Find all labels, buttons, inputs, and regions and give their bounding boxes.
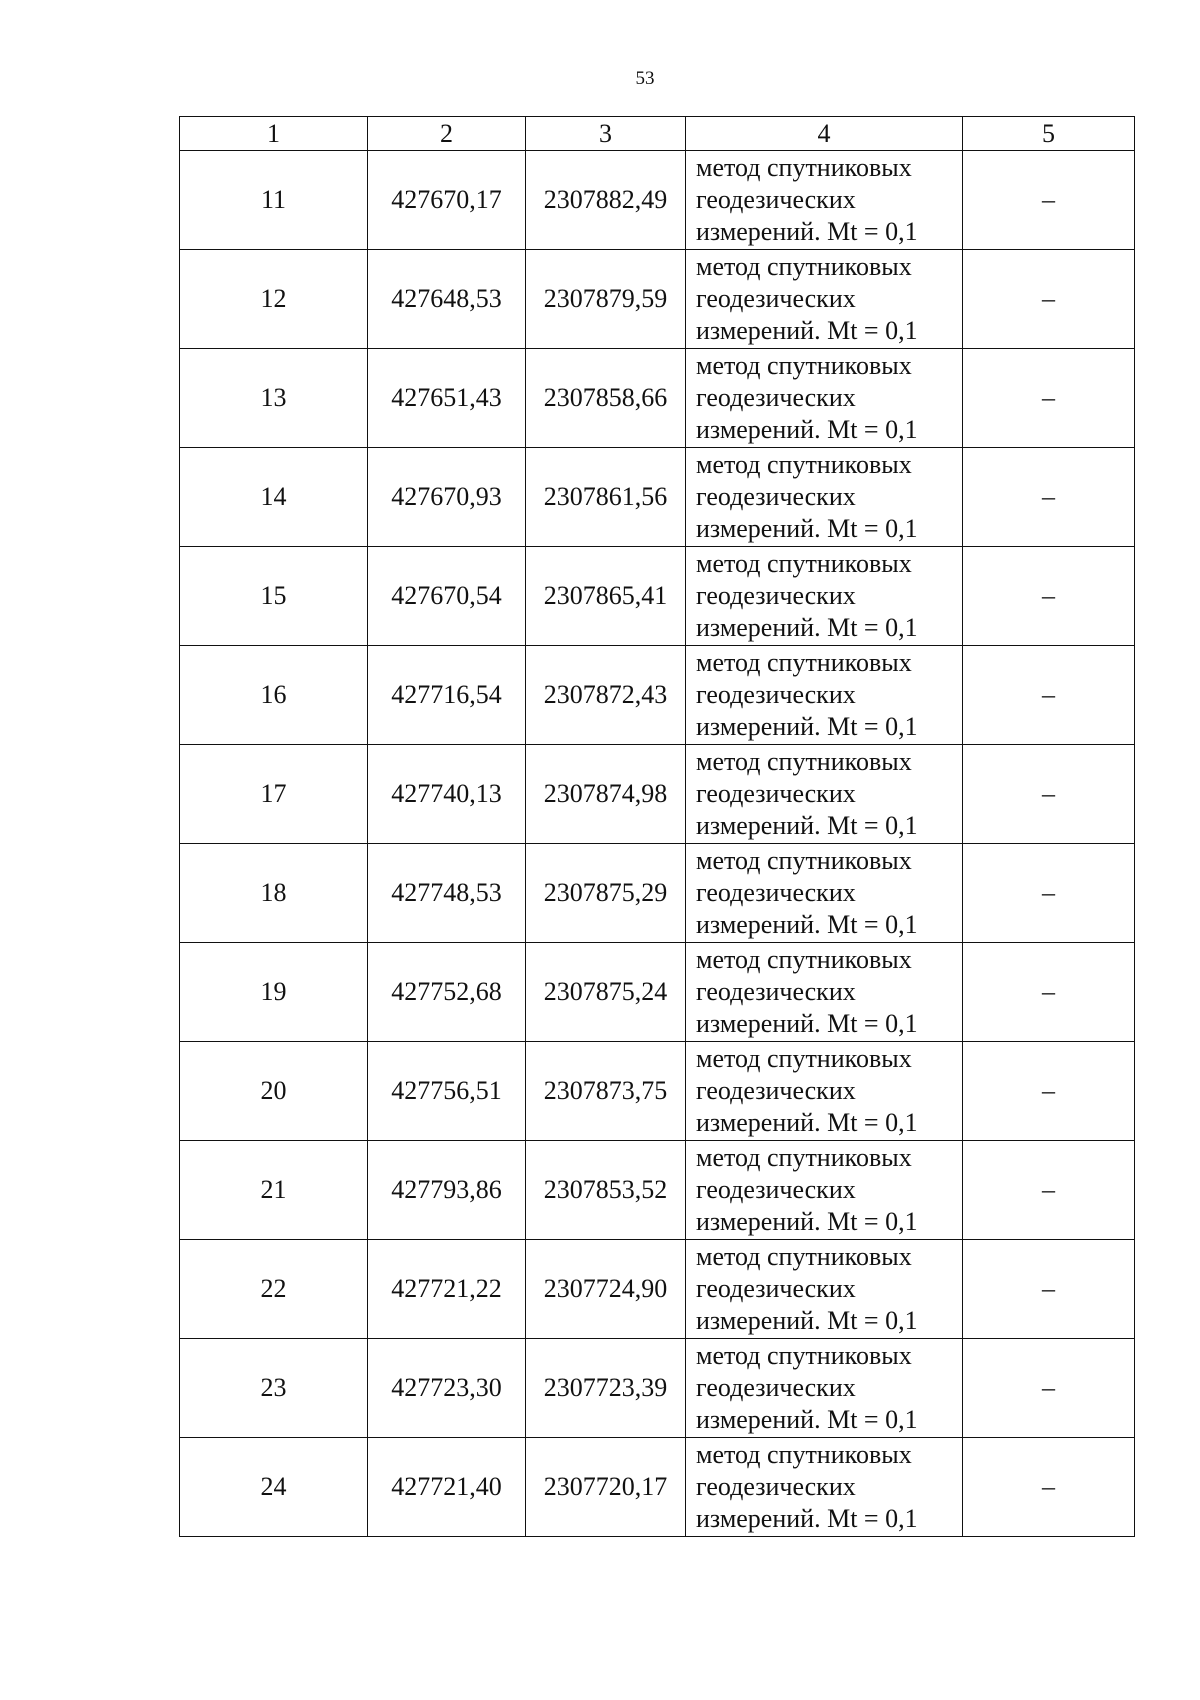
y-coordinate-cell: 2307723,39 <box>526 1339 686 1438</box>
method-line: метод спутниковых <box>696 1143 912 1172</box>
point-number-cell: 12 <box>180 250 368 349</box>
page-number: 53 <box>635 68 655 89</box>
y-coordinate-cell: 2307865,41 <box>526 547 686 646</box>
x-coordinate-cell: 427670,93 <box>368 448 526 547</box>
method-line: метод спутниковых <box>696 648 912 677</box>
x-coordinate-cell: 427748,53 <box>368 844 526 943</box>
method-cell <box>686 745 963 844</box>
y-coordinate-cell: 2307879,59 <box>526 250 686 349</box>
point-number-cell: 20 <box>180 1042 368 1141</box>
point-number-cell: 22 <box>180 1240 368 1339</box>
method-line: метод спутниковых <box>696 1242 912 1271</box>
method-line: геодезических <box>696 482 856 511</box>
table-row <box>180 448 1135 547</box>
method-line: геодезических <box>696 680 856 709</box>
point-number-cell: 17 <box>180 745 368 844</box>
method-line: измерений. Mt = 0,1 <box>696 811 918 840</box>
method-line: измерений. Mt = 0,1 <box>696 910 918 939</box>
x-coordinate-cell: 427648,53 <box>368 250 526 349</box>
method-cell <box>686 151 963 250</box>
method-cell <box>686 448 963 547</box>
point-number-cell: 13 <box>180 349 368 448</box>
method-line: измерений. Mt = 0,1 <box>696 1207 918 1236</box>
method-line: измерений. Mt = 0,1 <box>696 1009 918 1038</box>
method-line: метод спутниковых <box>696 945 912 974</box>
table-row <box>180 349 1135 448</box>
method-line: метод спутниковых <box>696 846 912 875</box>
point-number-cell: 24 <box>180 1438 368 1537</box>
table-row <box>180 250 1135 349</box>
method-line: измерений. Mt = 0,1 <box>696 514 918 543</box>
method-cell <box>686 1141 963 1240</box>
table-row <box>180 1042 1135 1141</box>
x-coordinate-cell: 427752,68 <box>368 943 526 1042</box>
method-line: измерений. Mt = 0,1 <box>696 613 918 642</box>
method-line: измерений. Mt = 0,1 <box>696 316 918 345</box>
y-coordinate-cell: 2307882,49 <box>526 151 686 250</box>
x-coordinate-cell: 427721,22 <box>368 1240 526 1339</box>
table-row <box>180 547 1135 646</box>
note-cell: – <box>963 448 1135 547</box>
note-cell: – <box>963 943 1135 1042</box>
point-number-cell: 16 <box>180 646 368 745</box>
method-line: геодезических <box>696 1274 856 1303</box>
method-line: геодезических <box>696 284 856 313</box>
x-coordinate-cell: 427651,43 <box>368 349 526 448</box>
y-coordinate-cell: 2307858,66 <box>526 349 686 448</box>
method-line: геодезических <box>696 185 856 214</box>
note-cell: – <box>963 745 1135 844</box>
method-line: геодезических <box>696 977 856 1006</box>
method-cell <box>686 1042 963 1141</box>
point-number-cell: 21 <box>180 1141 368 1240</box>
method-line: метод спутниковых <box>696 252 912 281</box>
table-row <box>180 646 1135 745</box>
note-cell: – <box>963 151 1135 250</box>
method-cell <box>686 1339 963 1438</box>
method-line: метод спутниковых <box>696 153 912 182</box>
method-line: измерений. Mt = 0,1 <box>696 712 918 741</box>
method-cell <box>686 1438 963 1537</box>
method-line: метод спутниковых <box>696 747 912 776</box>
y-coordinate-cell: 2307874,98 <box>526 745 686 844</box>
note-cell: – <box>963 1240 1135 1339</box>
method-line: измерений. Mt = 0,1 <box>696 1504 918 1533</box>
y-coordinate-cell: 2307853,52 <box>526 1141 686 1240</box>
method-line: геодезических <box>696 1472 856 1501</box>
table-row <box>180 844 1135 943</box>
y-coordinate-cell: 2307861,56 <box>526 448 686 547</box>
method-cell <box>686 646 963 745</box>
x-coordinate-cell: 427716,54 <box>368 646 526 745</box>
table-row <box>180 943 1135 1042</box>
point-number-cell: 11 <box>180 151 368 250</box>
method-line: измерений. Mt = 0,1 <box>696 1306 918 1335</box>
note-cell: – <box>963 547 1135 646</box>
header-cell-4: 4 <box>686 117 963 151</box>
y-coordinate-cell: 2307720,17 <box>526 1438 686 1537</box>
y-coordinate-cell: 2307875,24 <box>526 943 686 1042</box>
y-coordinate-cell: 2307873,75 <box>526 1042 686 1141</box>
method-line: геодезических <box>696 383 856 412</box>
x-coordinate-cell: 427670,54 <box>368 547 526 646</box>
x-coordinate-cell: 427721,40 <box>368 1438 526 1537</box>
header-cell-2: 2 <box>368 117 526 151</box>
method-line: измерений. Mt = 0,1 <box>696 415 918 444</box>
x-coordinate-cell: 427793,86 <box>368 1141 526 1240</box>
note-cell: – <box>963 250 1135 349</box>
method-line: метод спутниковых <box>696 351 912 380</box>
method-cell <box>686 250 963 349</box>
table-body <box>180 151 1135 1537</box>
point-number-cell: 23 <box>180 1339 368 1438</box>
point-number-cell: 15 <box>180 547 368 646</box>
header-row <box>180 117 1135 151</box>
note-cell: – <box>963 349 1135 448</box>
y-coordinate-cell: 2307724,90 <box>526 1240 686 1339</box>
table-row <box>180 1141 1135 1240</box>
note-cell: – <box>963 1438 1135 1537</box>
note-cell: – <box>963 1141 1135 1240</box>
header-cell-3: 3 <box>526 117 686 151</box>
method-cell <box>686 349 963 448</box>
note-cell: – <box>963 1042 1135 1141</box>
method-line: метод спутниковых <box>696 450 912 479</box>
table-header <box>180 117 1135 151</box>
method-cell <box>686 1240 963 1339</box>
method-line: измерений. Mt = 0,1 <box>696 1405 918 1434</box>
x-coordinate-cell: 427756,51 <box>368 1042 526 1141</box>
method-line: измерений. Mt = 0,1 <box>696 217 918 246</box>
method-line: геодезических <box>696 779 856 808</box>
method-line: геодезических <box>696 581 856 610</box>
y-coordinate-cell: 2307875,29 <box>526 844 686 943</box>
x-coordinate-cell: 427723,30 <box>368 1339 526 1438</box>
method-cell <box>686 943 963 1042</box>
table-row <box>180 1240 1135 1339</box>
table-row <box>180 151 1135 250</box>
method-line: измерений. Mt = 0,1 <box>696 1108 918 1137</box>
y-coordinate-cell: 2307872,43 <box>526 646 686 745</box>
header-cell-1: 1 <box>180 117 368 151</box>
note-cell: – <box>963 844 1135 943</box>
point-number-cell: 18 <box>180 844 368 943</box>
method-line: метод спутниковых <box>696 1341 912 1370</box>
method-line: геодезических <box>696 1373 856 1402</box>
header-cell-5: 5 <box>963 117 1135 151</box>
method-line: геодезических <box>696 1175 856 1204</box>
method-cell <box>686 547 963 646</box>
table-row <box>180 1438 1135 1537</box>
method-line: метод спутниковых <box>696 1044 912 1073</box>
x-coordinate-cell: 427740,13 <box>368 745 526 844</box>
x-coordinate-cell: 427670,17 <box>368 151 526 250</box>
note-cell: – <box>963 646 1135 745</box>
method-line: метод спутниковых <box>696 1440 912 1469</box>
coordinates-table <box>179 116 1135 1537</box>
method-line: геодезических <box>696 878 856 907</box>
method-line: метод спутниковых <box>696 549 912 578</box>
note-cell: – <box>963 1339 1135 1438</box>
method-line: геодезических <box>696 1076 856 1105</box>
point-number-cell: 19 <box>180 943 368 1042</box>
table-row <box>180 1339 1135 1438</box>
method-cell <box>686 844 963 943</box>
table-row <box>180 745 1135 844</box>
point-number-cell: 14 <box>180 448 368 547</box>
